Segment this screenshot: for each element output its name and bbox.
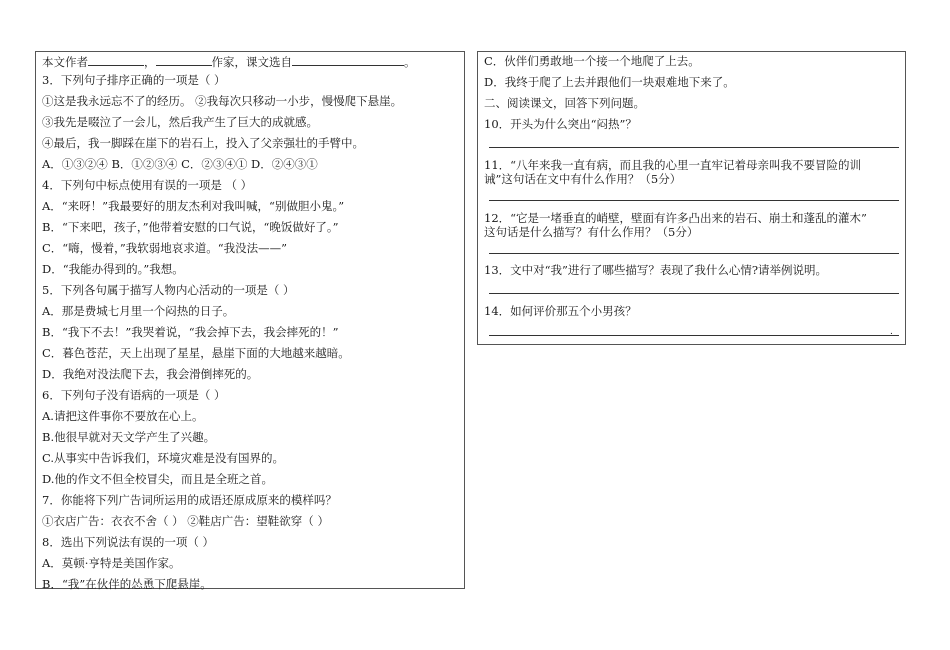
q11-stem-line-1: 11．“八年来我一直有病，而且我的心里一直牢记着母亲叫我不要冒险的训 [484, 158, 862, 172]
q8-option-b: B．“我”在伙伴的怂恿下爬悬崖。 [42, 577, 212, 591]
nationality-blank[interactable] [156, 54, 212, 66]
source-blank[interactable] [292, 54, 404, 66]
q14-stem: 14．如何评价那五个小男孩？ [484, 304, 637, 318]
source-label: 作家，课文选自 [211, 55, 292, 69]
q7-items: ①衣店广告：衣衣不舍（ ） ②鞋店广告：望鞋欲穿（ ） [42, 514, 329, 528]
q13-stem: 13．文中对“我”进行了哪些描写？表现了我什么心情?请举例说明。 [484, 263, 828, 277]
trailing-dot: . [890, 327, 893, 337]
q12-answer-line[interactable] [489, 253, 899, 254]
author-blank[interactable] [88, 54, 144, 66]
q13-answer-line[interactable] [489, 293, 899, 294]
q6-option-b: B.他很早就对天文学产生了兴趣。 [42, 430, 216, 444]
q10-stem: 10．开头为什么突出“闷热”？ [484, 117, 637, 131]
q4-option-d: D．“我能办得到的。”我想。 [42, 262, 184, 276]
q12-stem-line-2: 这句话是什么描写？有什么作用？（5分） [484, 225, 699, 239]
q6-option-a: A.请把这件事你不要放在心上。 [42, 409, 204, 423]
q3-sentence-4: ④最后，我一脚踩在崖下的岩石上，投入了父亲强壮的手臂中。 [42, 136, 364, 150]
author-period: 。 [404, 55, 416, 69]
q6-option-c: C.从事实中告诉我们，环境灾难是没有国界的。 [42, 451, 285, 465]
q4-option-a: A．“来呀！”我最要好的朋友杰利对我叫喊，“别做胆小鬼。” [42, 199, 345, 213]
q5-stem: 5．下列各句属于描写人物内心活动的一项是（ ） [42, 283, 295, 297]
left-column-frame [35, 51, 465, 589]
q8-option-d: D．我终于爬了上去并跟他们一块艰难地下来了。 [484, 75, 735, 89]
author-comma: ， [144, 55, 156, 69]
q6-option-d: D.他的作文不但全校冒尖，而且是全班之首。 [42, 472, 273, 486]
author-label: 本文作者 [42, 55, 88, 69]
q8-option-c: C．伙伴们勇敢地一个接一个地爬了上去。 [484, 54, 700, 68]
q3-stem: 3．下列句子排序正确的一项是（ ） [42, 73, 226, 87]
q6-stem: 6．下列句子没有语病的一项是（ ） [42, 388, 226, 402]
q10-answer-line[interactable] [489, 147, 899, 148]
q3-options: A．①③②④ B．①②③④ C．②③④① D．②④③① [42, 157, 318, 171]
q5-option-c: C．暮色苍茫，天上出现了星星，悬崖下面的大地越来越暗。 [42, 346, 350, 360]
q8-option-a: A．莫顿·亨特是美国作家。 [42, 556, 181, 570]
author-info-line [42, 54, 416, 69]
q3-sentence-3: ③我先是啜泣了一会儿，然后我产生了巨大的成就感。 [42, 115, 318, 129]
q5-option-a: A．那是费城七月里一个闷热的日子。 [42, 304, 235, 318]
q8-stem: 8．选出下列说法有误的一项（ ） [42, 535, 214, 549]
section-two-heading: 二、阅读课文，回答下列问题。 [484, 96, 645, 110]
q4-stem: 4．下列句中标点使用有误的一项是 （ ） [42, 178, 253, 192]
q14-answer-line[interactable] [489, 335, 899, 336]
q5-option-b: B．“我下不去！”我哭着说，“我会掉下去，我会摔死的！” [42, 325, 339, 339]
q7-stem: 7．你能将下列广告词所运用的成语还原成原来的模样吗？ [42, 493, 337, 507]
q4-option-c: C．“嗨，慢着，”我软弱地哀求道。“我没法——” [42, 241, 288, 255]
q11-answer-line[interactable] [489, 200, 899, 201]
q11-stem-line-2: 诫”这句话在文中有什么作用？（5分） [484, 172, 682, 186]
q4-option-b: B．“下来吧，孩子，”他带着安慰的口气说，“晚饭做好了。” [42, 220, 339, 234]
q3-sentences-1-2: ①这是我永远忘不了的经历。 ②我每次只移动一小步，慢慢爬下悬崖。 [42, 94, 403, 108]
q12-stem-line-1: 12．“它是一堵垂直的峭壁，壁面有许多凸出来的岩石、崩土和蓬乱的灌木” [484, 211, 867, 225]
q5-option-d: D．我绝对没法爬下去，我会滑倒摔死的。 [42, 367, 259, 381]
right-column-frame [477, 51, 906, 345]
